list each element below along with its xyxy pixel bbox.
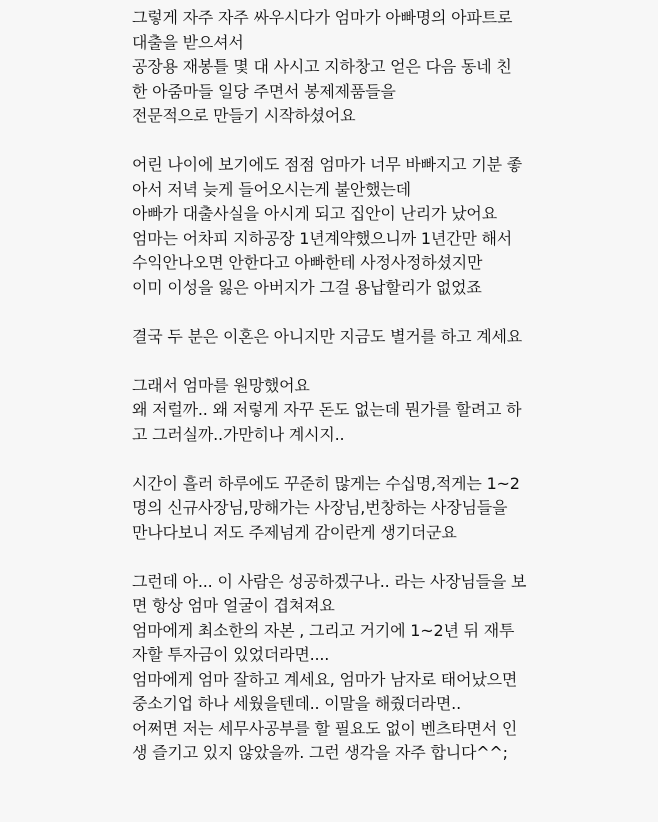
text-line: 공장용 재봉틀 몇 대 사시고 지하창고 얻은 다음 동네 친 <box>132 57 512 76</box>
text-line: 왜 저럴까.. 왜 저렇게 자꾸 돈도 없는데 뭔가를 할려고 하 <box>132 400 522 419</box>
text-line: 엄마에게 최소한의 자본 , 그리고 거기에 1~2년 뒤 재투 <box>132 620 515 640</box>
paragraph-gap <box>132 129 658 154</box>
paragraph-3 <box>132 325 658 350</box>
paragraph-4 <box>132 374 658 448</box>
paragraph-1 <box>132 6 658 129</box>
text-line: 수익안나오면 안한다고 아빠한테 사정사정하셨지만 <box>132 253 483 272</box>
text-line: 중소기업 하나 세웠을텐데.. 이말을 해줬더라면.. <box>132 694 461 713</box>
text-line: 고 그러실까..가만히나 계시지.. <box>132 424 345 444</box>
text-line: 대출을 받으셔서 <box>132 32 244 52</box>
text-line: 만나다보니 저도 주제넘게 감이란게 생기더군요 <box>132 522 457 542</box>
text-line: 그렇게 자주 자주 싸우시다가 엄마가 아빠명의 아파트로 <box>132 8 513 27</box>
text-line: 전문적으로 만들기 시작하셨어요 <box>132 106 356 125</box>
paragraph-5 <box>132 472 658 546</box>
text-line: 명의 신규사장님,망해가는 사장님,번창하는 사장님들을 <box>132 498 508 517</box>
paragraph-2 <box>132 153 658 300</box>
text-line: 엄마에게 엄마 잘하고 계세요, 엄마가 남자로 태어났으면 <box>132 669 518 689</box>
text-line: 그런데 아... 이 사람은 성공하겠구나.. 라는 사장님들을 보 <box>132 571 527 591</box>
text-line: 아서 저녁 늦게 들어오시는게 불안했는데 <box>132 179 411 199</box>
paragraph-gap <box>132 545 658 570</box>
text-line: 결국 두 분은 이혼은 아니지만 지금도 별거를 하고 계세요 <box>132 326 522 346</box>
paragraph-gap <box>132 447 658 472</box>
paragraph-gap <box>132 349 658 374</box>
paragraph-gap <box>132 300 658 325</box>
text-line: 면 항상 엄마 얼굴이 겹쳐져요 <box>132 596 335 615</box>
text-line: 생 즐기고 있지 않았을까. 그런 생각을 자주 합니다^^; <box>132 743 508 762</box>
paragraph-6 <box>132 570 658 766</box>
text-line: 자할 투자금이 있었더라면.... <box>132 645 330 664</box>
text-line: 시간이 흘러 하루에도 꾸준히 많게는 수십명,적게는 1~2 <box>132 473 520 493</box>
text-line: 어쩌면 저는 세무사공부를 할 필요도 없이 벤츠타면서 인 <box>132 718 518 738</box>
text-line: 엄마는 어차피 지하공장 1년계약했으니까 1년간만 해서 <box>132 228 513 248</box>
text-line: 한 아줌마들 일당 주면서 봉제제품들을 <box>132 81 396 101</box>
text-line: 아빠가 대출사실을 아시게 되고 집안이 난리가 났어요 <box>132 204 497 223</box>
text-line: 이미 이성을 잃은 아버지가 그걸 용납할리가 없었죠 <box>132 277 482 297</box>
text-line: 어린 나이에 보기에도 점점 엄마가 너무 바빠지고 기분 좋 <box>132 155 522 174</box>
text-line: 그래서 엄마를 원망했어요 <box>132 375 310 395</box>
